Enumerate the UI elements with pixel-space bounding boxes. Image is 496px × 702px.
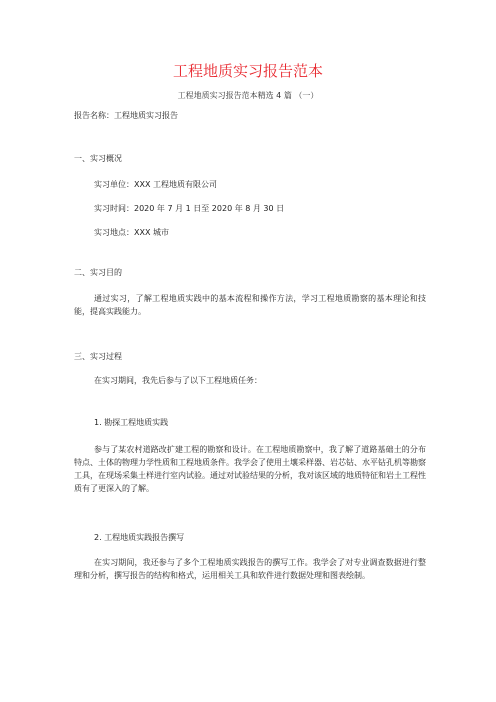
- document-subtitle: 工程地质实习报告范本精选 4 篇 （一）: [177, 91, 319, 100]
- internship-unit: 实习单位：XXX 工程地质有限公司: [94, 180, 217, 189]
- purpose-paragraph: 通过实习，了解工程地质实践中的基本流程和操作方法，学习工程地质勘察的基本理论和技能，提高实践能力。: [74, 294, 426, 316]
- report-name: 报告名称：工程地质实习报告: [74, 111, 178, 120]
- task-1-paragraph: 参与了某农村道路改扩建工程的勘察和设计。在工程地质勘察中，我了解了道路基础土的分布特点、土体的物理力学性质和工程地质条件。我学会了使用土壤采样器、岩芯钻、水平钻孔机等勘察工具，在现场采集土样进行室内试验。通过对试验结果的分析，我对该区域的地质特征和岩土工程性质有了更深入的了解。: [74, 445, 426, 493]
- document-title: 工程地质实习报告范本: [172, 62, 323, 80]
- section-heading-process: 三、实习过程: [74, 352, 122, 361]
- section-heading-overview: 一、实习概况: [74, 154, 122, 163]
- section-heading-purpose: 二、实习目的: [74, 268, 122, 277]
- task-2-heading: 2. 工程地质实践报告撰写: [94, 533, 185, 542]
- internship-place: 实习地点：XXX 城市: [94, 228, 169, 237]
- task-2-paragraph: 在实习期间，我还参与了多个工程地质实践报告的撰写工作。我学会了对专业调查数据进行整理和分析，撰写报告的结构和格式，运用相关工具和软件进行数据处理和图表绘制。: [74, 558, 426, 580]
- task-1-heading: 1. 勘探工程地质实践: [94, 418, 169, 427]
- process-intro: 在实习期间，我先后参与了以下工程地质任务：: [94, 376, 262, 385]
- internship-time: 实习时间：2020 年 7 月 1 日至 2020 年 8 月 30 日: [94, 204, 285, 213]
